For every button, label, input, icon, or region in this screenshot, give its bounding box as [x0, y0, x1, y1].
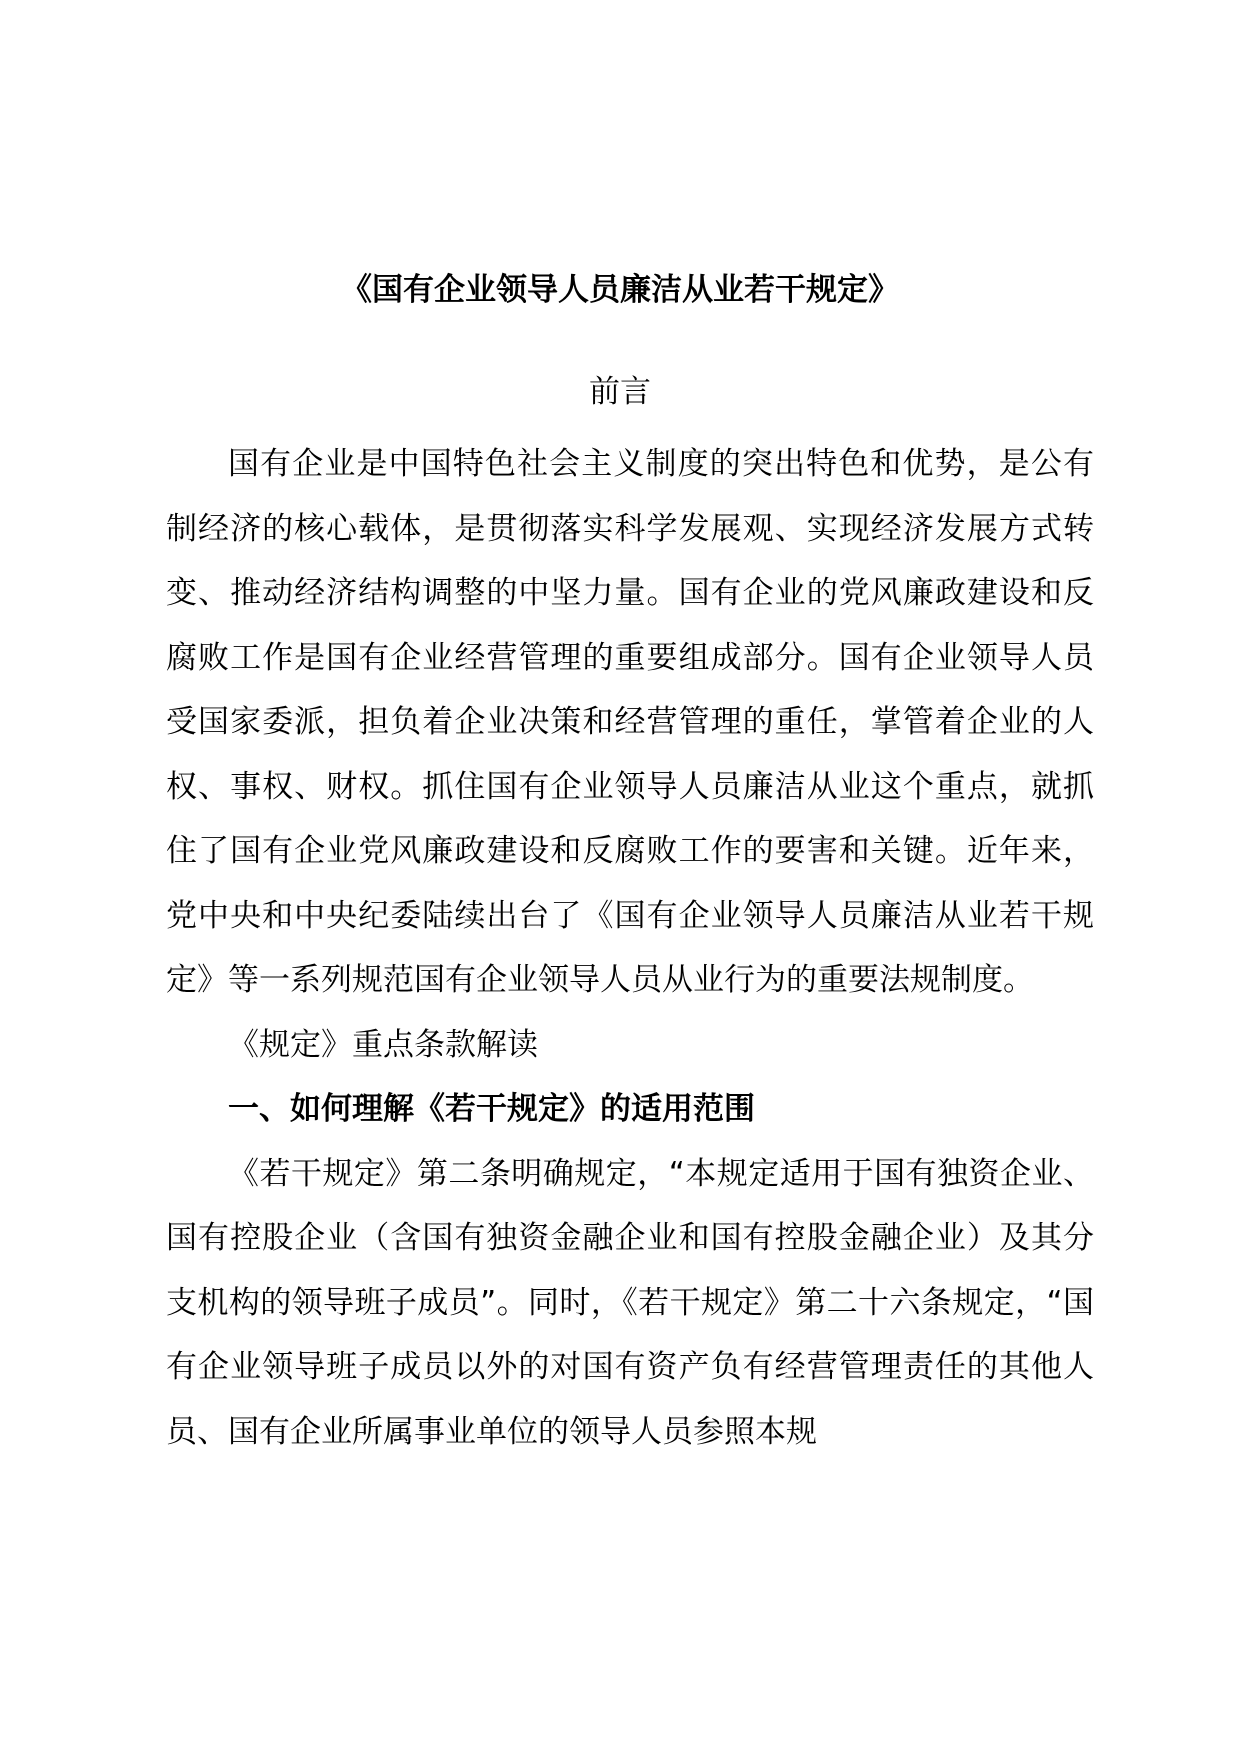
document-body — [166, 432, 1094, 1464]
section-heading: 一、如何理解《若干规定》的适用范围 — [228, 1091, 755, 1127]
section-intro-paragraph: 《规定》重点条款解读 — [228, 1026, 538, 1063]
document-title: 《国有企业领导人员廉洁从业若干规定》 — [341, 272, 899, 308]
section-paragraph: 《若干规定》第二条明确规定，“本规定适用于国有独资企业、国有控股企业（含国有独资金融企业和国有控股金融企业）及其分支机构的领导班子成员”。同时，《若干规定》第二十六条规定，“国有企业领导班子成员以外的对国有资产负有经营管理责任的其他人员、国有企业所属事业单位的领导人员参照本规 — [166, 1155, 1094, 1450]
document-subtitle: 前言 — [589, 374, 651, 410]
intro-paragraph: 国有企业是中国特色社会主义制度的突出特色和优势，是公有制经济的核心载体，是贯彻落实科学发展观、实现经济发展方式转变、推动经济结构调整的中坚力量。国有企业的党风廉政建设和反腐败工作是国有企业经营管理的重要组成部分。国有企业领导人员受国家委派，担负着企业决策和经营管理的重任，掌管着企业的人权、事权、财权。抓住国有企业领导人员廉洁从业这个重点，就抓住了国有企业党风廉政建设和反腐败工作的要害和关键。近年来，党中央和中央纪委陆续出台了《国有企业领导人员廉洁从业若干规定》等一系列规范国有企业领导人员从业行为的重要法规制度。 — [166, 446, 1094, 998]
